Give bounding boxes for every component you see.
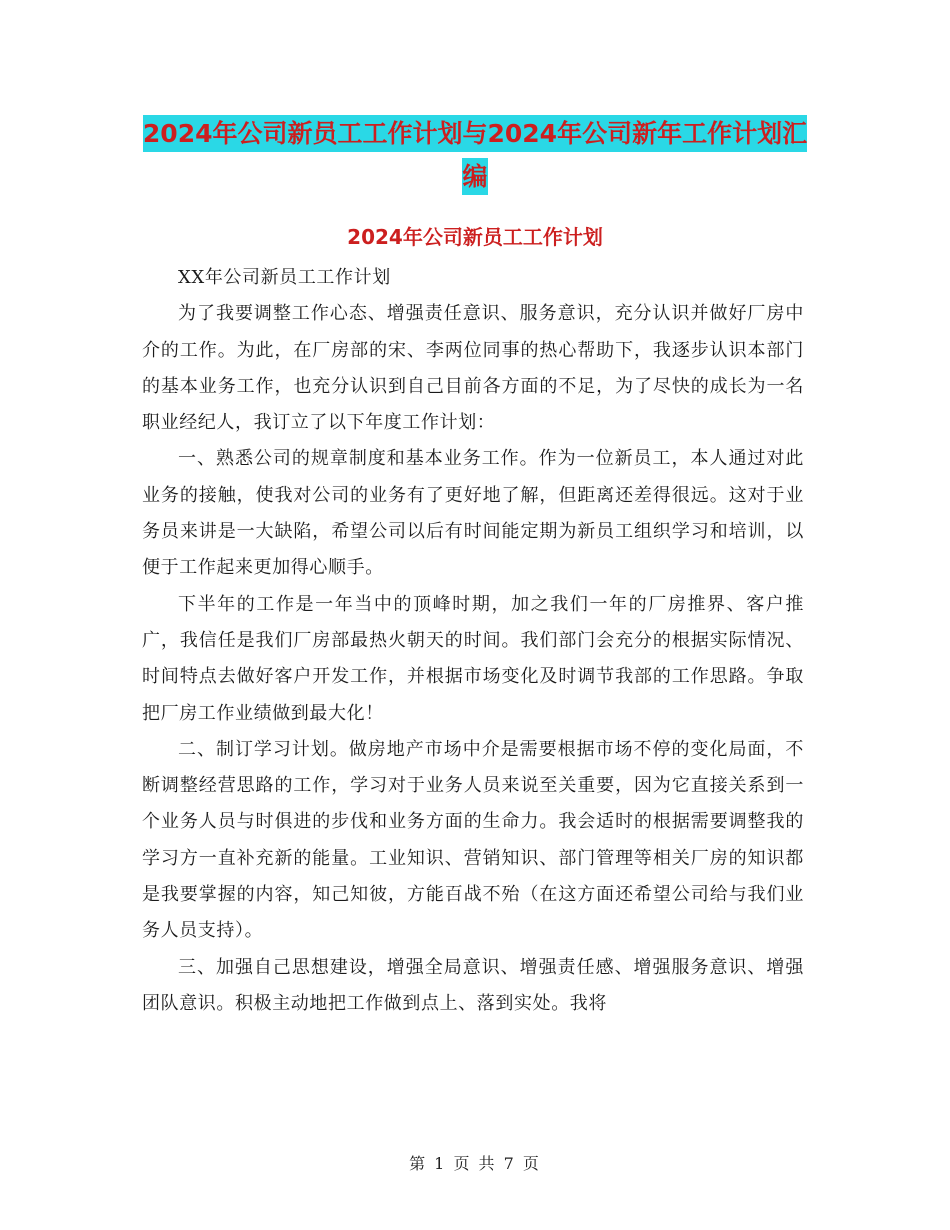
body-paragraph: 下半年的工作是一年当中的顶峰时期，加之我们一年的厂房推界、客户推广，我信任是我们厂房部最热火朝天的时间。我们部门会充分的根据实际情况、时间特点去做好客户开发工作，并根据市场变化及时调节我部的工作思路。争取把厂房工作业绩做到最大化！	[142, 593, 804, 724]
body-paragraph: 三、加强自己思想建设，增强全局意识、增强责任感、增强服务意识、增强团队意识。积极主动地把工作做到点上、落到实处。我将	[142, 956, 804, 1014]
body-paragraph: 一、熟悉公司的规章制度和基本业务工作。作为一位新员工，本人通过对此业务的接触，使我对公司的业务有了更好地了解，但距离还差得很远。这对于业务员来讲是一大缺陷，希望公司以后有时间能定期为新员工组织学习和培训，以便于工作起来更加得心顺手。	[142, 448, 804, 579]
body-paragraph: XX年公司新员工工作计划	[178, 267, 391, 288]
body-paragraph: 为了我要调整工作心态、增强责任意识、服务意识，充分认识并做好厂房中介的工作。为此，在厂房部的宋、李两位同事的热心帮助下，我逐步认识本部门的基本业务工作，也充分认识到自己目前各方面的不足，为了尽快的成长为一名职业经纪人，我订立了以下年度工作计划：	[142, 303, 804, 434]
document-body	[142, 260, 804, 1022]
page-footer: 第 1 页 共 7 页	[409, 1154, 541, 1173]
document-title	[140, 112, 810, 198]
section-title: 2024年公司新员工工作计划	[347, 225, 603, 249]
body-paragraph: 二、制订学习计划。做房地产市场中介是需要根据市场不停的变化局面，不断调整经营思路的工作，学习对于业务人员来说至关重要，因为它直接关系到一个业务人员与时俱进的步伐和业务方面的生命力。我会适时的根据需要调整我的学习方一直补充新的能量。工业知识、营销知识、部门管理等相关厂房的知识都是我要掌握的内容，知己知彼，方能百战不殆（在这方面还希望公司给与我们业务人员支持）。	[142, 738, 804, 942]
document-title-text: 2024年公司新员工工作计划与2024年公司新年工作计划汇编	[143, 115, 807, 195]
